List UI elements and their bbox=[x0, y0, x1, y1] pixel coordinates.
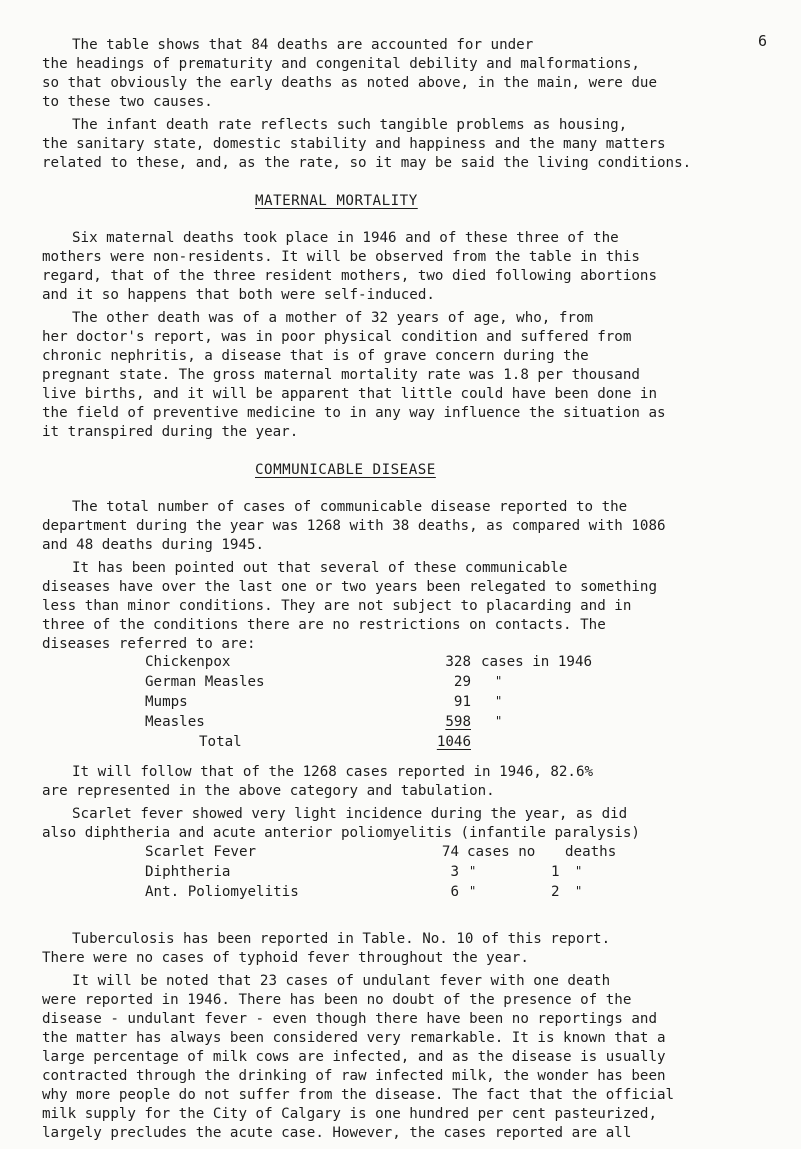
text-line: It has been pointed out that several of these communicable bbox=[72, 560, 568, 576]
death-count bbox=[551, 842, 565, 862]
table-row bbox=[145, 652, 592, 672]
case-count: 91 bbox=[453, 694, 471, 711]
text-line: It will be noted that 23 cases of undulant fever with one death bbox=[72, 973, 611, 989]
death-count: 2 bbox=[551, 884, 560, 901]
text-line: contracted through the drinking of raw infected milk, the wonder has been bbox=[42, 1068, 666, 1084]
table-row bbox=[145, 692, 592, 712]
row-mid: cases no bbox=[467, 844, 536, 861]
ditto-mark: " bbox=[469, 864, 477, 878]
table-row bbox=[145, 712, 592, 732]
table-row bbox=[145, 672, 592, 692]
ditto-mark: " bbox=[495, 674, 503, 688]
case-count: 598 bbox=[445, 714, 471, 731]
table-row bbox=[145, 842, 616, 862]
disease-name: Scarlet Fever bbox=[145, 844, 257, 861]
text-line: largely precludes the acute case. However, the cases reported are all bbox=[42, 1125, 632, 1141]
ditto-mark: " bbox=[495, 694, 503, 708]
case-count: 74 bbox=[441, 844, 459, 861]
scarlet-diphtheria-polio-table bbox=[145, 842, 616, 902]
text-line: the sanitary state, domestic stability and happiness and the many matters bbox=[42, 136, 666, 152]
text-line: why more people do not suffer from the disease. The fact that the official bbox=[42, 1087, 675, 1103]
disease-name: Chickenpox bbox=[145, 654, 231, 671]
text-line: The total number of cases of communicable disease reported to the bbox=[72, 499, 628, 515]
text-line: were reported in 1946. There has been no doubt of the presence of the bbox=[42, 992, 632, 1008]
text-line: regard, that of the three resident mothers, two died following abortions bbox=[42, 268, 657, 284]
case-count: 29 bbox=[453, 674, 471, 691]
ditto-mark: " bbox=[495, 714, 503, 728]
text-line: three of the conditions there are no restrictions on contacts. The bbox=[42, 617, 606, 633]
disease-name: Diphtheria bbox=[145, 864, 231, 881]
disease-name: Measles bbox=[145, 714, 205, 731]
text-line: The table shows that 84 deaths are accounted for under bbox=[72, 37, 534, 53]
text-line: the headings of prematurity and congenital debility and malformations, bbox=[42, 56, 640, 72]
text-line: her doctor's report, was in poor physical condition and suffered from bbox=[42, 329, 632, 345]
text-line: and it so happens that both were self-induced. bbox=[42, 287, 435, 303]
text-line: related to these, and, as the rate, so it may be said the living conditions. bbox=[42, 155, 692, 171]
text-line: disease - undulant fever - even though there have been no reportings and bbox=[42, 1011, 657, 1027]
case-count: 6 bbox=[450, 884, 459, 901]
text-line: Scarlet fever showed very light incidence during the year, as did bbox=[72, 806, 628, 822]
text-line: It will follow that of the 1268 cases reported in 1946, 82.6% bbox=[72, 764, 594, 780]
ditto-mark: " bbox=[469, 884, 477, 898]
text-line: mothers were non-residents. It will be observed from the table in this bbox=[42, 249, 640, 265]
text-line: chronic nephritis, a disease that is of grave concern during the bbox=[42, 348, 589, 364]
text-line: less than minor conditions. They are not subject to placarding and in bbox=[42, 598, 632, 614]
text-line: so that obviously the early deaths as noted above, in the main, were due bbox=[42, 75, 657, 91]
text-line: diseases referred to are: bbox=[42, 636, 256, 652]
text-line: large percentage of milk cows are infected, and as the disease is usually bbox=[42, 1049, 666, 1065]
table-row bbox=[145, 882, 616, 902]
death-count: 1 bbox=[551, 864, 560, 881]
case-count: 328 bbox=[445, 654, 471, 671]
text-line: the matter has always been considered very remarkable. It is known that a bbox=[42, 1030, 666, 1046]
text-line: Six maternal deaths took place in 1946 and of these three of the bbox=[72, 230, 619, 246]
text-line: milk supply for the City of Calgary is one hundred per cent pasteurized, bbox=[42, 1106, 657, 1122]
section-heading-maternal-mortality: MATERNAL MORTALITY bbox=[255, 193, 418, 209]
total-value: 1046 bbox=[436, 734, 471, 751]
row-suffix: deaths bbox=[565, 844, 617, 861]
text-line: The infant death rate reflects such tangible problems as housing, bbox=[72, 117, 628, 133]
text-line: department during the year was 1268 with 38 deaths, as compared with 1086 bbox=[42, 518, 666, 534]
text-line: also diphtheria and acute anterior poliomyelitis (infantile paralysis) bbox=[42, 825, 640, 841]
text-line: it transpired during the year. bbox=[42, 424, 299, 440]
total-label: Total bbox=[199, 734, 242, 751]
disease-name: Ant. Poliomyelitis bbox=[145, 884, 299, 901]
page-number: 6 bbox=[758, 32, 768, 50]
ditto-mark: " bbox=[575, 864, 583, 878]
case-count: 3 bbox=[450, 864, 459, 881]
text-line: Tuberculosis has been reported in Table. No. 10 of this report. bbox=[72, 931, 611, 947]
row-suffix: cases in 1946 bbox=[481, 654, 593, 671]
communicable-disease-table bbox=[145, 652, 592, 752]
text-line: to these two causes. bbox=[42, 94, 213, 110]
text-line: live births, and it will be apparent that little could have been done in bbox=[42, 386, 657, 402]
text-line: the field of preventive medicine to in any way influence the situation as bbox=[42, 405, 666, 421]
text-line: are represented in the above category and tabulation. bbox=[42, 783, 495, 799]
text-line: There were no cases of typhoid fever throughout the year. bbox=[42, 950, 529, 966]
section-heading-communicable-disease: COMMUNICABLE DISEASE bbox=[255, 462, 436, 478]
disease-name: Mumps bbox=[145, 694, 188, 711]
text-line: The other death was of a mother of 32 years of age, who, from bbox=[72, 310, 594, 326]
text-line: and 48 deaths during 1945. bbox=[42, 537, 265, 553]
table-row bbox=[145, 862, 616, 882]
ditto-mark: " bbox=[575, 884, 583, 898]
text-line: pregnant state. The gross maternal mortality rate was 1.8 per thousand bbox=[42, 367, 640, 383]
text-line: diseases have over the last one or two years been relegated to something bbox=[42, 579, 657, 595]
table-total-row bbox=[145, 732, 592, 752]
disease-name: German Measles bbox=[145, 674, 265, 691]
